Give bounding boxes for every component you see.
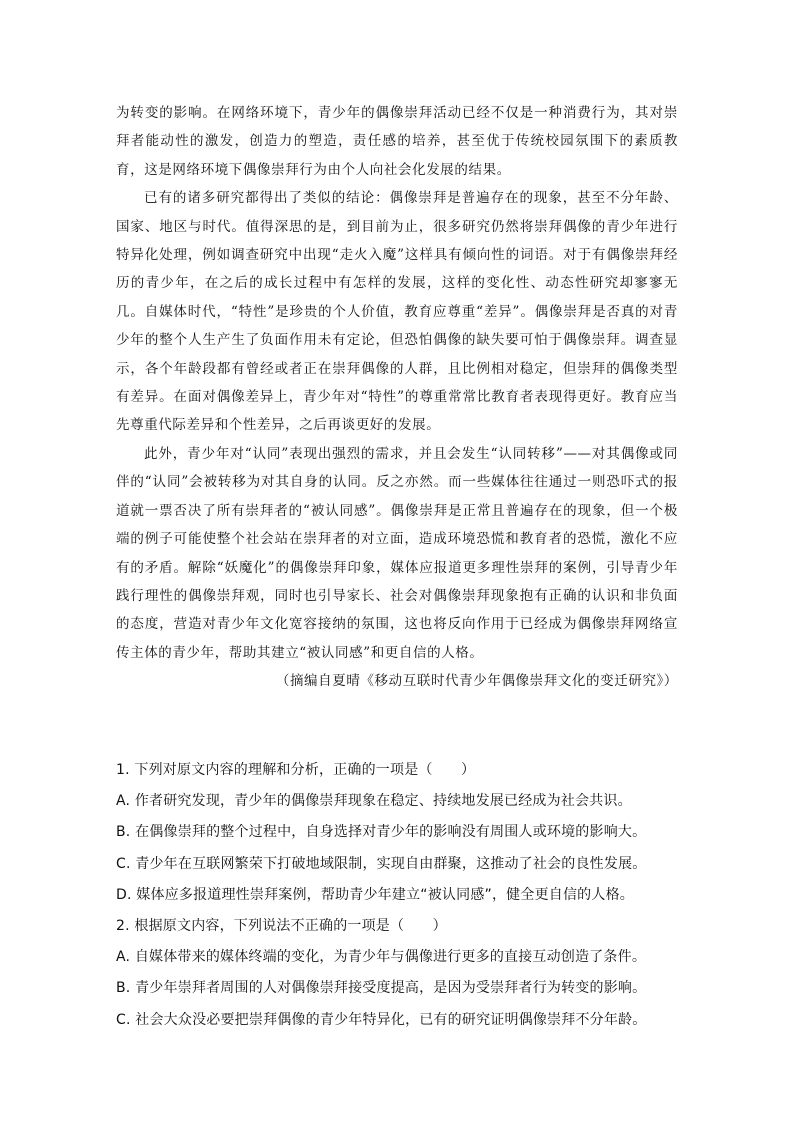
- passage-source: （摘编自夏晴《移动互联时代青少年偶像崇拜文化的变迁研究》）: [275, 673, 678, 690]
- answer-option-a: A. 作者研究发现，青少年的偶像崇拜现象在稳定、持续地发展已经成为社会共识。: [116, 793, 632, 810]
- passage-paragraph: 此外，青少年对“认同”表现出强烈的需求，并且会发生“认同转移”——对其偶像或同伴的“认同”会被转移为对其自身的认同。反之亦然。而一些媒体往往通过一则恐吓式的报道就一票否决了所有崇拜者的“被认同感”。偶像崇拜是正常且普遍存在的现象，但一个极端的例子可能使整个社会站在崇拜者的对立面，造成环境恐慌和教育者的恐慌，激化不应有的矛盾。解除“妖魔化”的偶像崇拜印象，媒体应报道更多理性崇拜的案例，引导青少年践行理性的偶像崇拜观，同时也引导家长、社会对偶像崇拜现象抱有正确的认识和非负面的态度，营造对青少年文化宽容接纳的氛围，这也将反向作用于已经成为偶像崇拜网络宣传主体的青少年，帮助其建立“被认同感”和更自信的人格。: [116, 445, 678, 661]
- answer-option-b: B. 青少年崇拜者周围的人对偶像崇拜接受度提高，是因为受崇拜者行为转变的影响。: [116, 980, 647, 997]
- reading-passage: [116, 99, 678, 696]
- passage-paragraph: 为转变的影响。在网络环境下，青少年的偶像崇拜活动已经不仅是一种消费行为，其对崇拜者能动性的激发，创造力的塑造，责任感的培养，甚至优于传统校园氛围下的素质教育，这是网络环境下偶像崇拜行为由个人向社会化发展的结果。: [116, 105, 678, 178]
- answer-option-a: A. 自媒体带来的媒体终端的变化，为青少年与偶像进行更多的直接互动创造了条件。: [116, 949, 647, 966]
- answer-option-c: C. 青少年在互联网繁荣下打破地域限制，实现自由群聚，这推动了社会的良性发展。: [116, 855, 647, 872]
- question-section: [116, 755, 678, 1036]
- answer-option-c: C. 社会大众没必要把崇拜偶像的青少年特异化，已有的研究证明偶像崇拜不分年龄。: [116, 1011, 647, 1028]
- question-stem: 1. 下列对原文内容的理解和分析，正确的一项是（ ）: [116, 762, 476, 778]
- question-stem: 2. 根据原文内容，下列说法不正确的一项是（ ）: [116, 918, 447, 935]
- answer-option-d: D. 媒体应多报道理性崇拜案例，帮助青少年建立“被认同感”，健全更自信的人格。: [116, 886, 634, 903]
- answer-option-b: B. 在偶像崇拜的整个过程中，自身选择对青少年的影响没有周围人或环境的影响大。: [116, 824, 647, 841]
- passage-paragraph: 已有的诸多研究都得出了类似的结论：偶像崇拜是普遍存在的现象，甚至不分年龄、国家、地区与时代。值得深思的是，到目前为止，很多研究仍然将崇拜偶像的青少年进行特异化处理，例如调查研究中出现“走火入魔”这样具有倾向性的词语。对于有偶像崇拜经历的青少年，在之后的成长过程中有怎样的发展，这样的变化性、动态性研究却寥寥无几。自媒体时代，“特性”是珍贵的个人价值，教育应尊重“差异”。偶像崇拜是否真的对青少年的整个人生产生了负面作用未有定论，但恐怕偶像的缺失要可怕于偶像崇拜。调查显示，各个年龄段都有曾经或者正在崇拜偶像的人群，且比例相对稳定，但崇拜的偶像类型有差异。在面对偶像差异上，青少年对“特性”的尊重常常比教育者表现得更好。教育应当先尊重代际差异和个性差异，之后再谈更好的发展。: [116, 190, 678, 434]
